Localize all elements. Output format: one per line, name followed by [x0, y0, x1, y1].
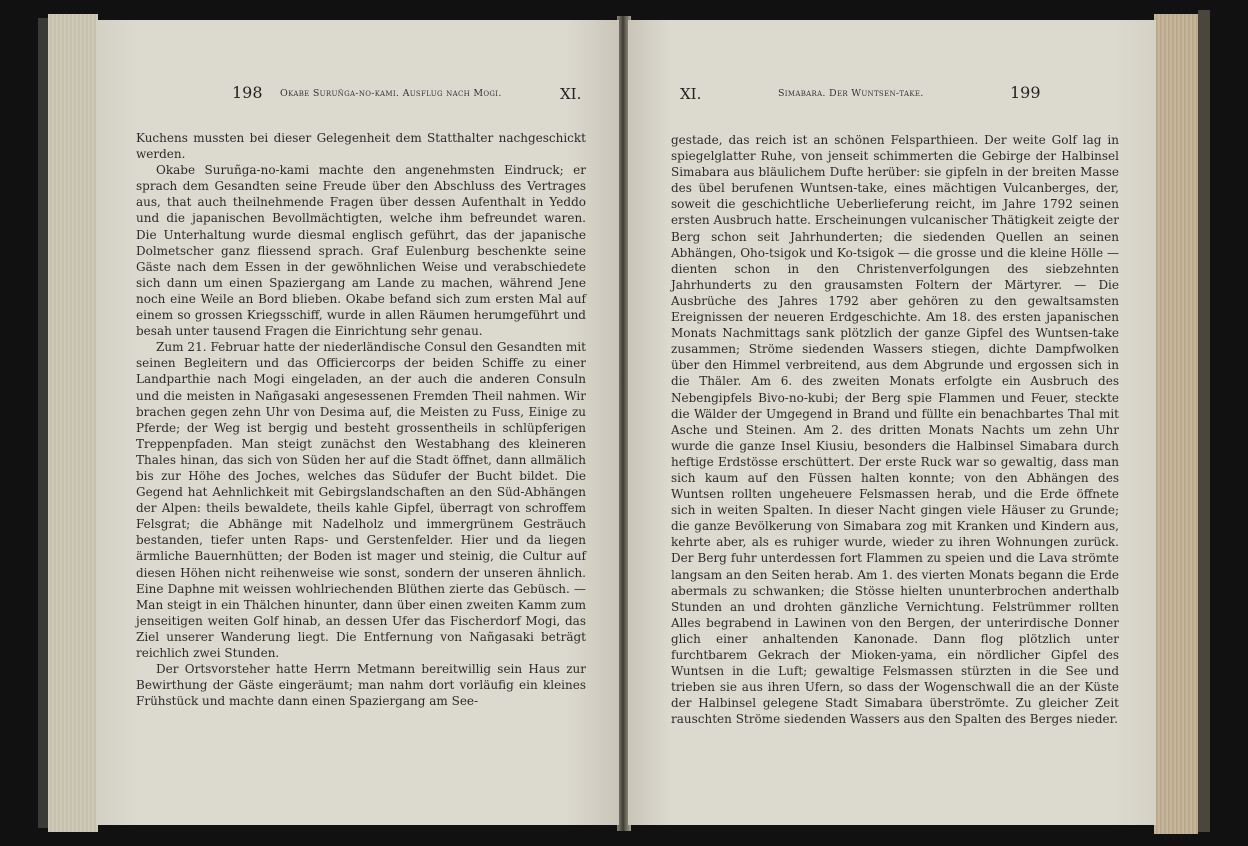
paragraph: Kuchens mussten bei dieser Gelegenheit dem Statthalter nachgeschickt werden. [136, 131, 586, 162]
paragraph: gestade, das reich ist an schönen Felsparthieen. Der weite Golf lag in spiegelglatter Ruhe, von jenseit schimmerten die Gebirge der Halbinsel Simabara aus bläulichem Dufte herüber: sie gipfeln in der breiten Masse des übel berufenen Wuntsen-take, eines mächtigen Vulcanberges, der, soweit die geschichtliche Ueberlieferung reicht, im Jahre 1792 seinen ersten Ausbruch hatte. Erscheinungen vulcanischer Thätigkeit zeigte der Berg schon seit Jahrhunderten; die siedenden Quellen an seinen Abhängen, Oho-tsigok und Ko-tsigok — die grosse und die kleine Hölle — dienten schon in den Christenverfolgungen des siebzehnten Jahrhunderts zu den grausamsten Foltern der Märtyrer. — Die Ausbrüche des Jahres 1792 aber gehören zu den gewaltsamsten Ereignissen der neueren Erdgeschichte. Am 18. des ersten japanischen Monats Nachmittags sank plötzlich der ganze Gipfel des Wuntsen-take zusammen; Ströme siedenden Wassers stiegen, dichte Dampfwolken über den Himmel verbreitend, aus dem Abgrunde und ergossen sich in die Thäler. Am 6. des zweiten Monats erfolgte ein Ausbruch des Nebengipfels Bivo-no-kubi; der Berg spie Flammen und Feuer, steckte die Wälder der Umgegend in Brand und füllte ein benachbartes Thal mit Asche und Steinen. Am 2. des dritten Monats Nachts um zehn Uhr wurde die ganze Insel Kiusiu, besonders die Halbinsel Simabara durch heftige Erdstösse erschüttert. Der erste Ruck war so gewaltig, dass man sich kaum auf den Füssen halten konnte; von den Abhängen des Wuntsen rollten ungeheuere Felsmassen herab, und die Erde öffnete sich in weiten Spalten. In dieser Nacht gingen viele Häuser zu Grunde; die ganze Bevölkerung von Simabara zog mit Kranken und Kindern aus, kehrte aber, als es ruhiger wurde, wieder zu ihren Wohnungen zurück. Der Berg fuhr unterdessen fort Flammen zu speien und die Lava strömte langsam an den Seiten herab. Am 1. des vierten Monats begann die Erde abermals zu schwanken; die Stösse hielten ununterbrochen anderthalb Stunden an und drohten gänzliche Vernichtung. Felstrümmer rollten Alles begrabend in Lawinen von den Bergen, der unterirdische Donner glich einer anhaltenden Kanonade. Dann flog plötzlich unter furchtbarem Gekrach der Mioken-yama, ein nördlicher Gipfel des Wuntsen in die Luft; gewaltige Felsmassen stürzten in die See und trieben sie aus ihren Ufern, so dass der Wogenschwall die an der Küste der Halbinsel gelegene Stadt Simabara überströmte. Zu gleicher Zeit rauschten Ströme siedenden Wassers aus den Spalten des Berges nieder. [671, 133, 1119, 727]
paragraph: Zum 21. Februar hatte der niederländische Consul den Gesandten mit seinen Begleitern und das Officiercorps der beiden Schiffe zu einer Landparthie nach Mogi eingeladen, an der auch die anderen Consuln und die meisten in Nañgasaki angesessenen Fremden Theil nahmen. Wir brachen gegen zehn Uhr von Desima auf, die Meisten zu Fuss, Einige zu Pferde; der Weg ist bergig und besteht grossentheils in schlüpferigen Treppenpfaden. Man steigt zunächst den Westabhang des kleineren Thales hinan, das sich von Süden her auf die Stadt öffnet, dann allmälich bis zur Höhe des Joches, welches das Südufer der Bucht bildet. Die Gegend hat Aehnlichkeit mit Gebirgslandschaften an den Süd-Abhängen der Alpen: theils bewaldete, theils kahle Gipfel, überragt von schroffem Felsgrat; die Abhänge mit Nadelholz und immergrünem Gesträuch bestanden, tiefer unten Raps- und Gerstenfelder. Hier und da liegen ärmliche Bauernhütten; der Boden ist mager und steinig, die Cultur auf diesen Höhen nicht reihenweise wie sonst, sondern der unseren ähnlich. Eine Daphne mit weissen wohlriechenden Blüthen zierte das Gebüsch. — Man steigt in ein Thälchen hinunter, dann über einen zweiten Kamm zum jenseitigen weiten Golf hinab, an dessen Ufer das Fischerdorf Mogi, das Ziel unserer Wanderung liegt. Die Entfernung von Nañgasaki beträgt reichlich zwei Stunden. [136, 340, 586, 660]
running-head: Okabe Suruñga-no-kami. Ausflug nach Mogi. [280, 88, 502, 99]
chapter-number: XI. [680, 85, 702, 103]
left-page-header [232, 83, 582, 105]
left-cover-edge [38, 18, 48, 828]
left-body-text [136, 130, 586, 709]
left-page-stack [48, 14, 98, 832]
right-cover-edge [1198, 10, 1210, 832]
right-page-stack [1154, 14, 1198, 834]
chapter-number: XI. [560, 85, 582, 103]
page-number: 199 [1010, 83, 1041, 102]
running-head: Simabara. Der Wuntsen-take. [778, 88, 924, 99]
paragraph: Der Ortsvorsteher hatte Herrn Metmann bereitwillig sein Haus zur Bewirthung der Gäste eingeräumt; man nahm dort vorläufig ein kleines Frühstück und machte dann einen Spaziergang am See- [136, 662, 586, 709]
right-body-text [671, 132, 1119, 727]
page-number: 198 [232, 83, 263, 102]
right-page-header [680, 83, 1041, 105]
paragraph: Okabe Suruñga-no-kami machte den angenehmsten Eindruck; er sprach dem Gesandten seine Freude über den Abschluss des Vertrages aus, that auch theilnehmende Fragen über dessen Aufenthalt in Yeddo und die japanischen Bevollmächtigten, welche ihm befreundet waren. Die Unterhaltung wurde diesmal englisch geführt, das der japanische Dolmetscher ganz fliessend sprach. Graf Eulenburg beschenkte seine Gäste nach dem Essen in der gewöhnlichen Weise und verabschiedete sich dann um einen Spaziergang am Lande zu machen, während Jene noch eine Weile an Bord blieben. Okabe befand sich zum ersten Mal auf einem so grossen Kriegsschiff, wurde in allen Räumen herumgeführt und besah unter tausend Fragen die Einrichtung sehr genau. [136, 163, 586, 339]
